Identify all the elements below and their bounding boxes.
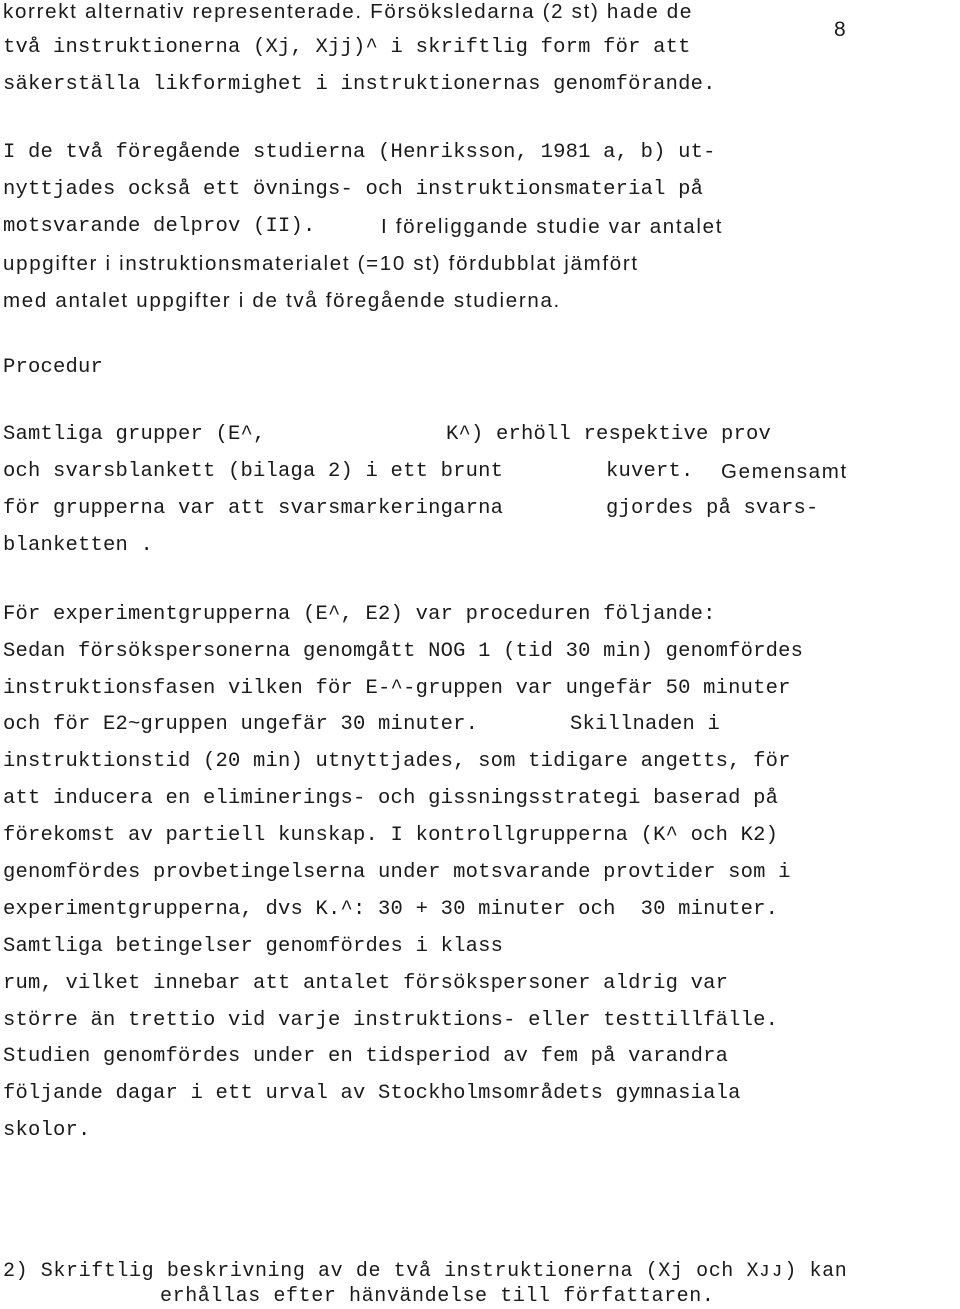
text-line: skolor. [3, 1119, 91, 1142]
text-line: genomfördes provbetingelserna under motsvarande provtider som i [3, 861, 791, 884]
text-line: Skillnaden i [570, 713, 721, 736]
footnote-line: erhållas efter hänvändelse till författaren. [160, 1285, 715, 1308]
text-line: instruktionstid (20 min) utnyttjades, som tidigare angetts, för [3, 750, 791, 773]
page-number: 8 [834, 18, 846, 41]
text-line: Samtliga betingelser genomfördes i klass [3, 935, 504, 958]
text-line: rum, vilket innebar att antalet försökspersoner aldrig var [3, 972, 729, 995]
text-line: Sedan försökspersonerna genomgått NOG 1 (tid 30 min) genomfördes [3, 640, 804, 663]
text-line: kuvert. [606, 460, 694, 483]
section-heading: Procedur [3, 356, 104, 379]
text-line: säkerställa likformighet i instruktionernas genomförande. [3, 73, 716, 96]
text-line: för grupperna var att svarsmarkeringarna [3, 497, 504, 520]
text-line: två instruktionerna (Xj, Xjj)^ i skriftlig form för att [3, 36, 691, 59]
text-line: nyttjades också ett övnings- och instruktionsmaterial på [3, 178, 704, 201]
text-line: att inducera en eliminerings- och gissningsstrategi baserad på [3, 787, 779, 810]
text-line: blanketten . [3, 534, 154, 557]
text-line: Studien genomfördes under en tidsperiod av fem på varandra [3, 1045, 729, 1068]
text-line: och svarsblankett (bilaga 2) i ett brunt [3, 460, 504, 483]
text-line: Samtliga grupper (E^, [3, 423, 266, 446]
text-line: större än trettio vid varje instruktions- eller testtillfälle. [3, 1009, 779, 1032]
text-line: förekomst av partiell kunskap. I kontrollgrupperna (K^ och K2) [3, 824, 779, 847]
text-line: experimentgrupperna, dvs K.^: 30 + 30 minuter och 30 minuter. [3, 898, 779, 921]
text-line: med antalet uppgifter i de två föregående studierna. [3, 289, 561, 312]
text-line: För experimentgrupperna (E^, E2) var proceduren följande: [3, 603, 716, 626]
text-line: och för E2~gruppen ungefär 30 minuter. [3, 713, 479, 736]
text-line: I föreliggande studie var antalet [381, 215, 724, 238]
text-line: uppgifter i instruktionsmaterialet (=10 st) fördubblat jämfört [3, 252, 639, 275]
text-line: instruktionsfasen vilken för E-^-gruppen var ungefär 50 minuter [3, 677, 791, 700]
footnote-line: 2) Skriftlig beskrivning av de två instruktionerna (Xj och Xᴊᴊ) kan [3, 1260, 848, 1283]
text-line: I de två föregående studierna (Henriksson, 1981 a, b) ut- [3, 141, 716, 164]
text-line: korrekt alternativ representerade. Försöksledarna (2 st) hade de [3, 0, 693, 23]
text-line: gjordes på svars- [606, 497, 819, 520]
text-line: K^) erhöll respektive prov [446, 423, 772, 446]
text-line: motsvarande delprov (II). [3, 215, 316, 238]
text-line: följande dagar i ett urval av Stockholmsområdets gymnasiala [3, 1082, 741, 1105]
text-line: Gemensamt [721, 460, 848, 483]
